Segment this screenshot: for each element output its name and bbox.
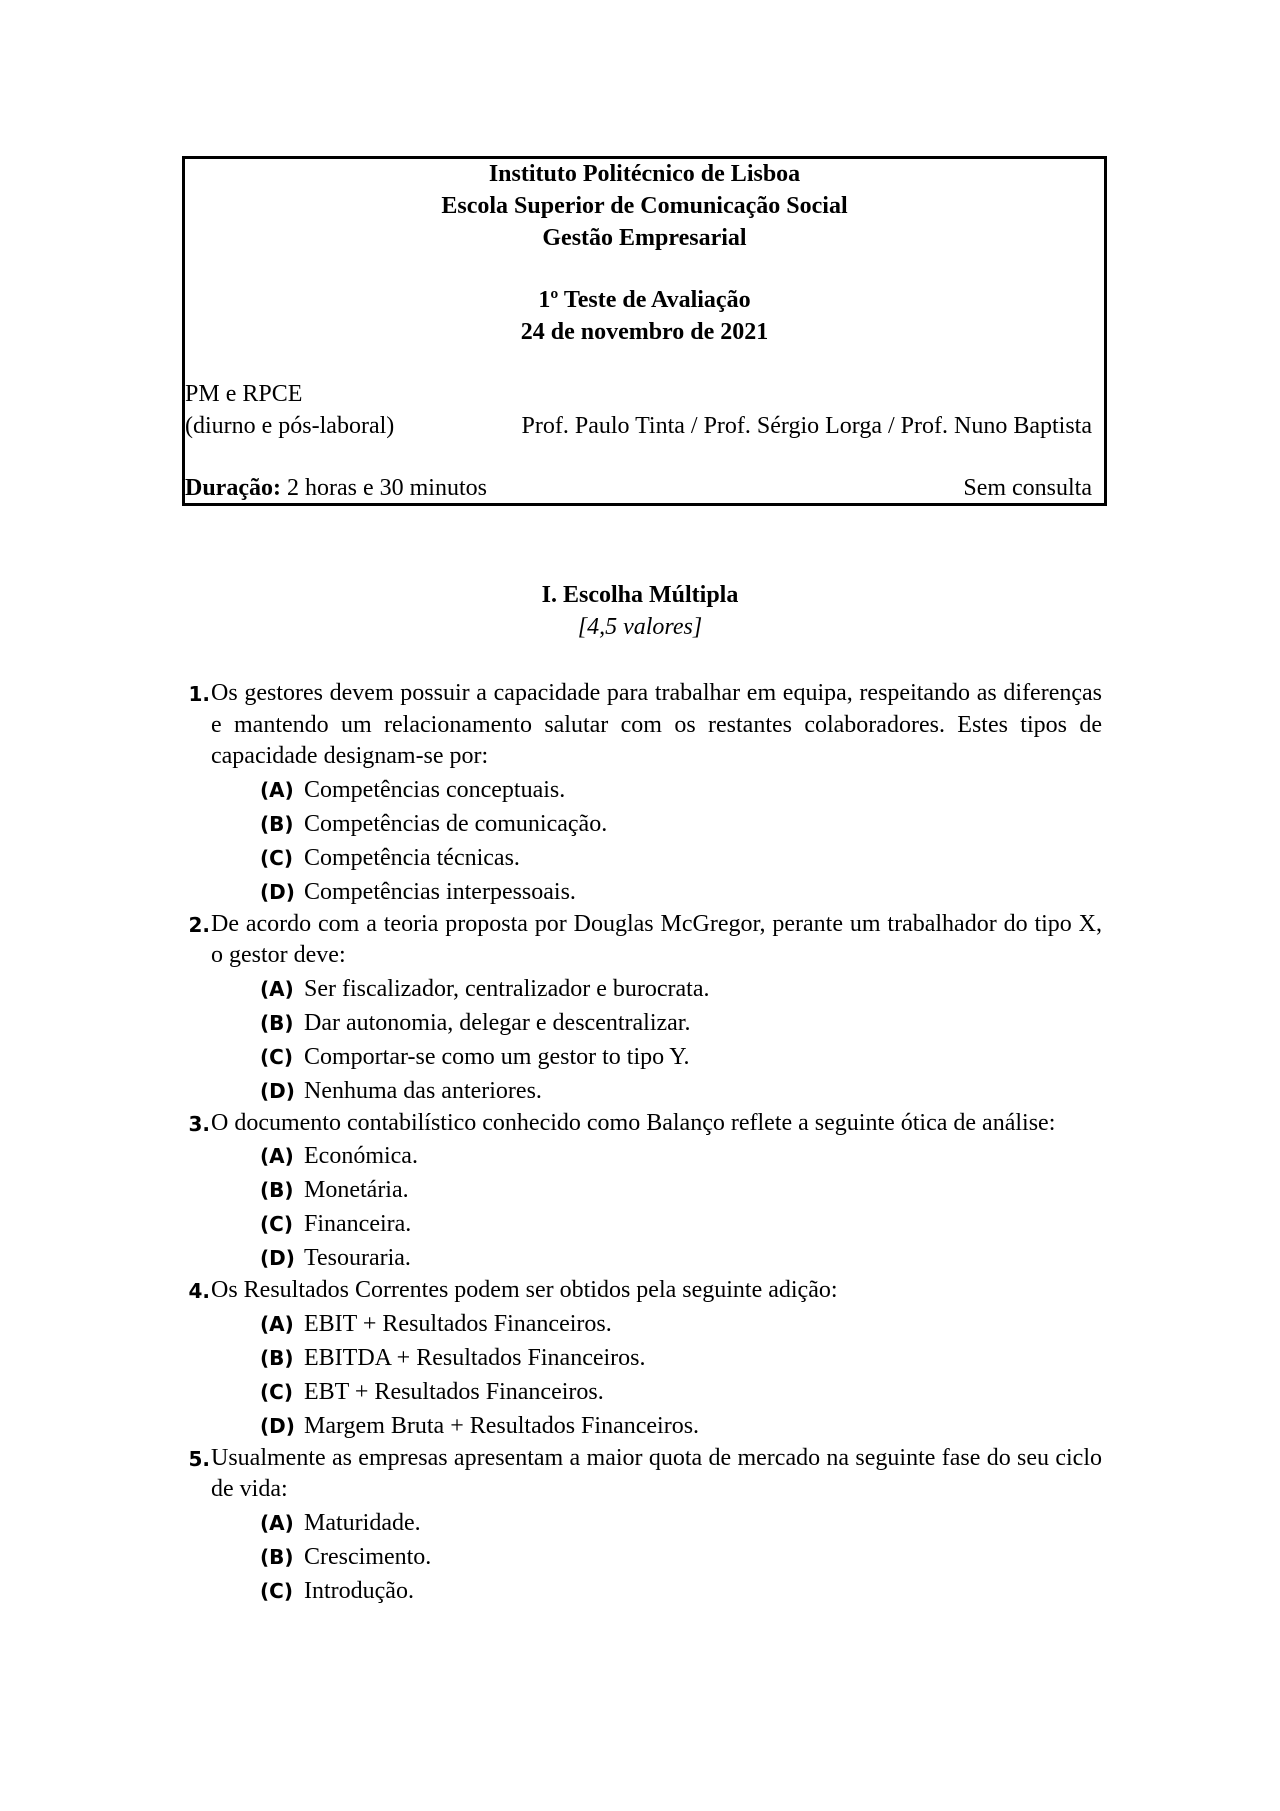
- test-title: 1º Teste de Avaliação: [538, 287, 751, 313]
- option-letter: (C): [260, 845, 293, 870]
- option-letter: (D): [260, 879, 295, 904]
- option-text: Tesouraria.: [304, 1245, 411, 1271]
- option-a: [260, 1307, 1102, 1341]
- option-a: [260, 1139, 1102, 1173]
- option-letter: (C): [260, 1044, 293, 1069]
- option-d: [260, 875, 1102, 909]
- option-list: [260, 1307, 1102, 1443]
- option-letter: (D): [260, 1413, 295, 1438]
- option-letter: (B): [260, 1345, 294, 1370]
- option-text: EBITDA + Resultados Financeiros.: [304, 1344, 646, 1371]
- question-5: [182, 1443, 1102, 1608]
- option-list: [260, 1139, 1102, 1275]
- question-4: [182, 1275, 1102, 1443]
- duration-value: 2 horas e 30 minutos: [286, 475, 487, 501]
- consultation-note: Sem consulta: [963, 475, 1092, 501]
- option-list: [260, 1506, 1102, 1608]
- option-text: Competências de comunicação.: [304, 810, 608, 837]
- schedule: (diurno e pós-laboral): [185, 413, 395, 439]
- option-b: [260, 1540, 1102, 1574]
- option-text: Margem Bruta + Resultados Financeiros.: [304, 1412, 700, 1439]
- option-text: Nenhuma das anteriores.: [304, 1077, 542, 1104]
- question-number: 3.: [188, 1111, 210, 1136]
- option-text: Dar autonomia, delegar e descentralizar.: [304, 1009, 691, 1036]
- question-list: [182, 678, 1102, 1608]
- option-letter: (A): [260, 1510, 294, 1535]
- question-1: [182, 678, 1102, 909]
- option-a: [260, 773, 1102, 807]
- option-text: Introdução.: [304, 1577, 414, 1604]
- option-b: [260, 1006, 1102, 1040]
- option-b: [260, 807, 1102, 841]
- question-text: Usualmente as empresas apresentam a maior quota de mercado na seguinte fase do seu ciclo de vida:: [211, 1444, 1102, 1502]
- option-d: [260, 1074, 1102, 1108]
- option-a: [260, 1506, 1102, 1540]
- option-letter: (A): [260, 976, 294, 1001]
- institution-name: Instituto Politécnico de Lisboa: [488, 161, 801, 187]
- programs: PM e RPCE: [185, 381, 303, 407]
- question-text: Os Resultados Correntes podem ser obtidos pela seguinte adição:: [211, 1277, 838, 1303]
- question-3: [182, 1108, 1102, 1276]
- exam-header-box: [182, 156, 1107, 506]
- option-text: EBT + Resultados Financeiros.: [304, 1378, 604, 1405]
- duration: [185, 473, 487, 503]
- option-letter: (D): [260, 1078, 295, 1103]
- option-letter: (B): [260, 1178, 294, 1202]
- course-name: Gestão Empresarial: [542, 225, 747, 251]
- school-name: Escola Superior de Comunicação Social: [441, 193, 848, 219]
- option-c: [260, 1375, 1102, 1409]
- option-letter: (C): [260, 1212, 293, 1236]
- option-text: Crescimento.: [304, 1543, 432, 1570]
- option-b: [260, 1341, 1102, 1375]
- option-text: Competências interpessoais.: [304, 878, 576, 905]
- option-letter: (A): [260, 777, 294, 802]
- option-list: [260, 972, 1102, 1108]
- option-text: Financeira.: [304, 1211, 412, 1237]
- option-d: [260, 1241, 1102, 1275]
- option-letter: (B): [260, 1010, 294, 1035]
- question-number: 4.: [188, 1279, 210, 1303]
- option-list: [260, 773, 1102, 909]
- option-letter: (B): [260, 811, 294, 836]
- question-2: [182, 909, 1102, 1108]
- question-text: O documento contabilístico conhecido como Balanço reflete a seguinte ótica de análise:: [211, 1109, 1056, 1136]
- option-text: Maturidade.: [304, 1509, 421, 1536]
- question-number: 2.: [188, 912, 210, 937]
- section-title: I. Escolha Múltipla: [541, 582, 739, 608]
- question-number: 5.: [188, 1446, 210, 1471]
- option-c: [260, 1040, 1102, 1074]
- option-d: [260, 1409, 1102, 1443]
- option-text: Competências conceptuais.: [304, 776, 566, 803]
- option-c: [260, 841, 1102, 875]
- option-letter: (D): [260, 1246, 295, 1270]
- option-c: [260, 1207, 1102, 1241]
- option-a: [260, 972, 1102, 1006]
- option-text: Monetária.: [304, 1177, 409, 1203]
- test-date: 24 de novembro de 2021: [520, 319, 769, 345]
- option-letter: (B): [260, 1544, 294, 1569]
- duration-label: Duração:: [185, 475, 281, 501]
- option-c: [260, 1574, 1102, 1608]
- question-text: De acordo com a teoria proposta por Douglas McGregor, perante um trabalhador do tipo X, o gestor deve:: [211, 910, 1102, 968]
- question-number: 1.: [188, 682, 210, 706]
- option-text: Competência técnicas.: [304, 844, 520, 871]
- option-letter: (C): [260, 1578, 293, 1603]
- option-text: Comportar-se como um gestor to tipo Y.: [304, 1043, 690, 1070]
- option-letter: (A): [260, 1311, 294, 1336]
- option-letter: (C): [260, 1379, 293, 1404]
- option-b: [260, 1173, 1102, 1207]
- option-text: Económica.: [304, 1143, 418, 1169]
- option-text: Ser fiscalizador, centralizador e burocrata.: [304, 975, 710, 1002]
- question-text: Os gestores devem possuir a capacidade para trabalhar em equipa, respeitando as diferenças e mantendo um relacionamento salutar com os restantes colaboradores. Estes tipos de capacidade designam-se por:: [211, 680, 1102, 769]
- option-text: EBIT + Resultados Financeiros.: [304, 1310, 612, 1337]
- section-points: [4,5 valores]: [577, 614, 703, 640]
- option-letter: (A): [260, 1144, 294, 1168]
- professors: Prof. Paulo Tinta / Prof. Sérgio Lorga / Prof. Nuno Baptista: [521, 413, 1092, 439]
